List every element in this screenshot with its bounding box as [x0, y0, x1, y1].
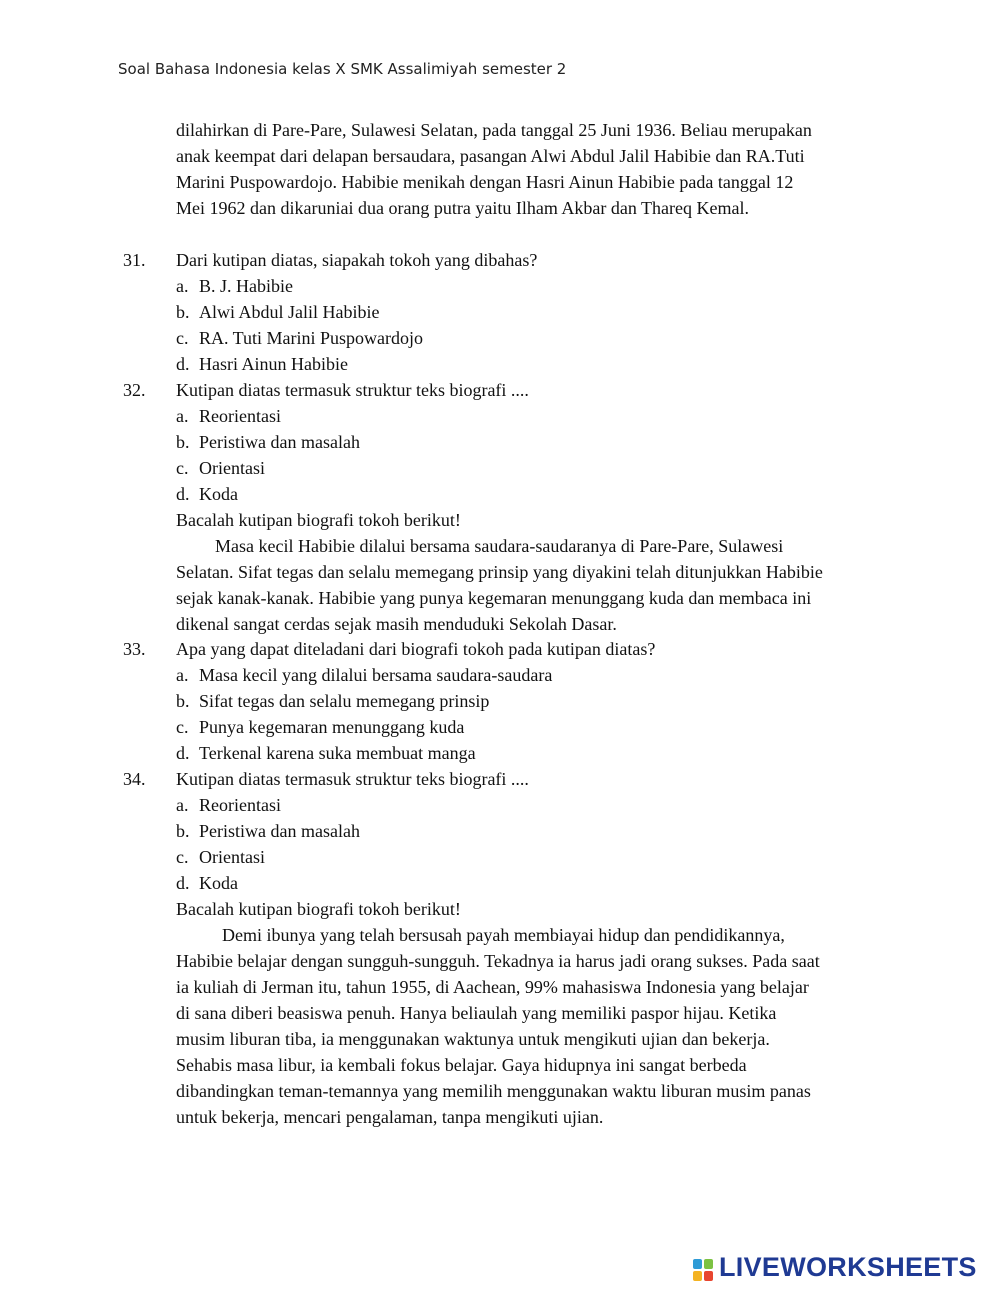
passage-line: Masa kecil Habibie dilalui bersama saudara-saudaranya di Pare-Pare, Sulawesi	[215, 536, 784, 556]
option-letter: d.	[176, 743, 190, 763]
option-letter: c.	[176, 847, 189, 867]
option-text[interactable]: Masa kecil yang dilalui bersama saudara-saudara	[199, 665, 553, 685]
intro-line: dilahirkan di Pare-Pare, Sulawesi Selatan, pada tanggal 25 Juni 1936. Beliau merupakan	[176, 120, 812, 140]
option-letter: a.	[176, 665, 189, 685]
passage-line: ia kuliah di Jerman itu, tahun 1955, di Aachean, 99% mahasiswa Indonesia yang belajar	[176, 977, 809, 997]
option-text[interactable]: Reorientasi	[199, 795, 281, 815]
option-letter: b.	[176, 821, 190, 841]
option-text[interactable]: Peristiwa dan masalah	[199, 432, 360, 452]
option-letter: c.	[176, 328, 189, 348]
intro-line: Marini Puspowardojo. Habibie menikah dengan Hasri Ainun Habibie pada tanggal 12	[176, 172, 794, 192]
passage-instruction: Bacalah kutipan biografi tokoh berikut!	[176, 899, 461, 919]
liveworksheets-logo[interactable]	[692, 1254, 992, 1284]
passage-line: untuk bekerja, mencari pengalaman, tanpa mengikuti ujian.	[176, 1107, 604, 1127]
question-number: 31.	[123, 250, 146, 270]
option-letter: a.	[176, 795, 189, 815]
option-text[interactable]: Terkenal karena suka membuat manga	[199, 743, 476, 763]
question-number: 34.	[123, 769, 146, 789]
option-letter: d.	[176, 354, 190, 374]
option-text[interactable]: Sifat tegas dan selalu memegang prinsip	[199, 691, 490, 711]
option-text[interactable]: B. J. Habibie	[199, 276, 293, 296]
option-text[interactable]: Koda	[199, 873, 238, 893]
passage-line: musim liburan tiba, ia menggunakan waktunya untuk mengikuti ujian dan bekerja.	[176, 1029, 770, 1049]
liveworksheets-logo-text: LIVEWORKSHEETS	[719, 1252, 977, 1282]
passage-line: Selatan. Sifat tegas dan selalu memegang prinsip yang diyakini telah ditunjukkan Habibie	[176, 562, 823, 582]
option-letter: b.	[176, 432, 190, 452]
page-header: Soal Bahasa Indonesia kelas X SMK Assalimiyah semester 2	[118, 60, 567, 78]
question-text: Kutipan diatas termasuk struktur teks biografi ....	[176, 380, 529, 400]
option-text[interactable]: Reorientasi	[199, 406, 281, 426]
option-text[interactable]: Punya kegemaran menunggang kuda	[199, 717, 465, 737]
option-letter: a.	[176, 276, 189, 296]
liveworksheets-logo-icon	[692, 1258, 714, 1282]
option-letter: b.	[176, 691, 190, 711]
question-text: Dari kutipan diatas, siapakah tokoh yang dibahas?	[176, 250, 538, 270]
option-text[interactable]: Koda	[199, 484, 238, 504]
question-text: Apa yang dapat diteladani dari biografi tokoh pada kutipan diatas?	[176, 639, 656, 659]
intro-line: anak keempat dari delapan bersaudara, pasangan Alwi Abdul Jalil Habibie dan RA.Tuti	[176, 146, 805, 166]
intro-line: Mei 1962 dan dikaruniai dua orang putra yaitu Ilham Akbar dan Thareq Kemal.	[176, 198, 749, 218]
option-text[interactable]: Orientasi	[199, 847, 265, 867]
option-letter: b.	[176, 302, 190, 322]
passage-line: di sana diberi beasiswa penuh. Hanya beliaulah yang memiliki paspor hijau. Ketika	[176, 1003, 777, 1023]
question-text: Kutipan diatas termasuk struktur teks biografi ....	[176, 769, 529, 789]
question-number: 33.	[123, 639, 146, 659]
option-text[interactable]: RA. Tuti Marini Puspowardojo	[199, 328, 424, 348]
passage-line: Sehabis masa libur, ia kembali fokus belajar. Gaya hidupnya ini sangat berbeda	[176, 1055, 747, 1075]
passage-line: dibandingkan teman-temannya yang memilih menggunakan waktu liburan musim panas	[176, 1081, 811, 1101]
question-number: 32.	[123, 380, 146, 400]
option-letter: c.	[176, 717, 189, 737]
option-text[interactable]: Hasri Ainun Habibie	[199, 354, 348, 374]
passage-line: sejak kanak-kanak. Habibie yang punya kegemaran menunggang kuda dan membaca ini	[176, 588, 812, 608]
passage-line: Habibie belajar dengan sungguh-sungguh. Tekadnya ia harus jadi orang sukses. Pada saat	[176, 951, 820, 971]
passage-line: Demi ibunya yang telah bersusah payah membiayai hidup dan pendidikannya,	[222, 925, 785, 945]
option-letter: d.	[176, 484, 190, 504]
option-letter: d.	[176, 873, 190, 893]
option-letter: a.	[176, 406, 189, 426]
passage-line: dikenal sangat cerdas sejak masih menduduki Sekolah Dasar.	[176, 614, 617, 634]
option-letter: c.	[176, 458, 189, 478]
option-text[interactable]: Orientasi	[199, 458, 265, 478]
option-text[interactable]: Peristiwa dan masalah	[199, 821, 360, 841]
option-text[interactable]: Alwi Abdul Jalil Habibie	[199, 302, 380, 322]
passage-instruction: Bacalah kutipan biografi tokoh berikut!	[176, 510, 461, 530]
